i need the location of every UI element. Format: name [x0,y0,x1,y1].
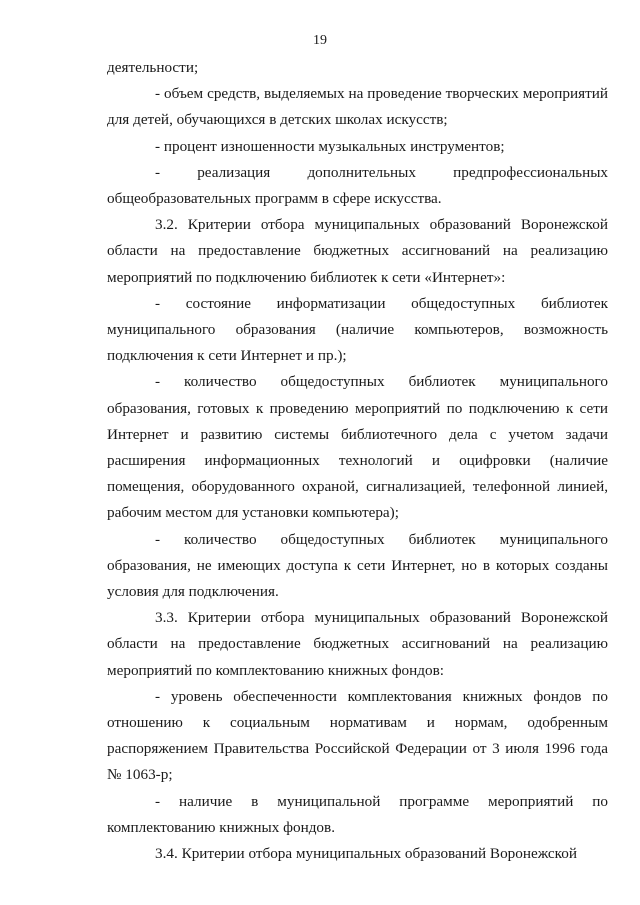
section-paragraph: 3.4. Критерии отбора муниципальных образований Воронежской [155,845,578,863]
list-item: - количество общедоступных библиотек муниципального образования, не имеющих доступа к сети Интернет, но в которых созданы условия для подключения. [107,530,608,601]
paragraph: деятельности; [107,59,199,76]
list-item: - объем средств, выделяемых на проведение творческих мероприятий для детей, обучающихся в детских школах искусств; [107,85,608,129]
list-item: - уровень обеспеченности комплектования книжных фондов по отношению к социальным нормативам и нормам, одобренным распоряжением Правительства Российской Федерации от 3 июля 1996 года № 1063-р; [107,687,608,784]
section-paragraph: 3.2. Критерии отбора муниципальных образований Воронежской области на предоставление бюджетных ассигнований на реализацию мероприятий по подключению библиотек к сети «Интернет»: [107,216,608,286]
list-item: - реализация дополнительных предпрофессиональных общеобразовательных программ в сфере искусства. [107,163,608,208]
section-paragraph: 3.3. Критерии отбора муниципальных образований Воронежской области на предоставление бюджетных ассигнований на реализацию мероприятий по комплектованию книжных фондов: [107,609,608,679]
page-number: 19 [313,33,327,48]
list-item: - процент изношенности музыкальных инструментов; [155,137,505,155]
document-body [107,55,608,867]
list-item: - наличие в муниципальной программе мероприятий по комплектованию книжных фондов. [107,792,608,836]
list-item: - состояние информатизации общедоступных библиотек муниципального образования (наличие компьютеров, возможность подключения к сети Интернет и пр.); [107,294,608,365]
list-item: - количество общедоступных библиотек муниципального образования, готовых к проведению мероприятий по подключению к сети Интернет и развитию системы библиотечного дела с учетом задачи расширения информационных технологий и оцифровки (наличие помещения, оборудованного охраной, сигнализацией, телефонной линией, рабочим местом для установки компьютера); [107,373,608,522]
